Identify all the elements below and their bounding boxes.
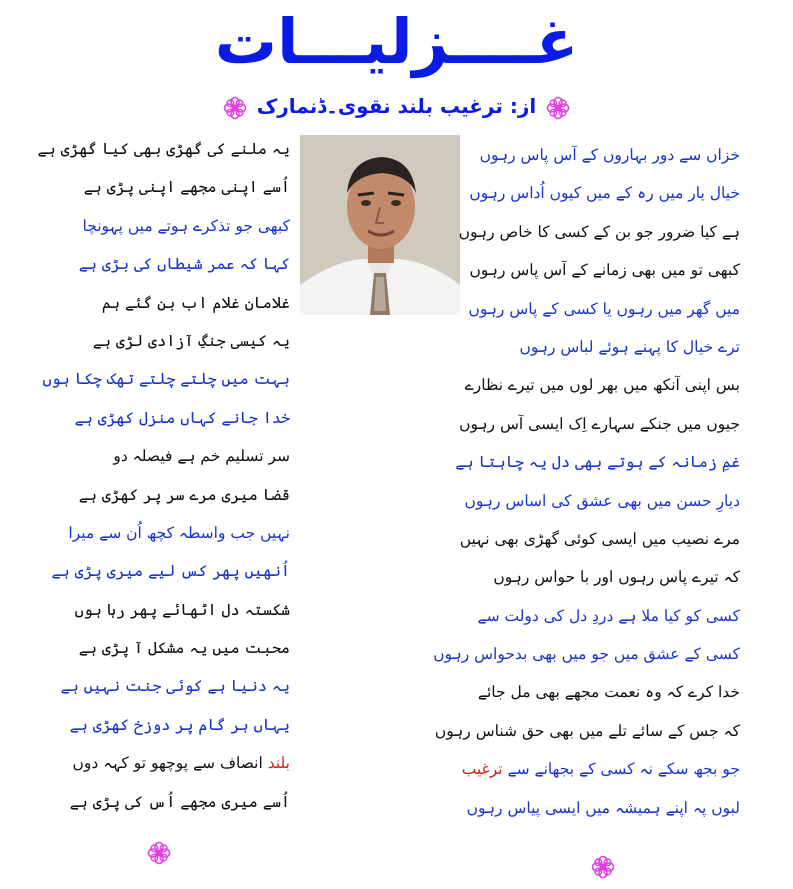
- verse-line: [434, 712, 740, 750]
- author-line: از: ترغیب بلند نقوی۔ڈنمارک: [256, 94, 537, 118]
- verse-text: خیال یار میں رہ کے میں کیوں اُداس رہوں: [469, 184, 740, 203]
- verse-line: [46, 783, 290, 821]
- verse-line: [46, 168, 290, 206]
- verse-line: [470, 597, 740, 635]
- takhallus: ترغیب: [461, 760, 503, 779]
- verse-text: یہ کیسی جنگِ آزادی لڑی ہے: [92, 331, 290, 350]
- verse-text: اُسے اپنی مجھے اپنی پڑی ہے: [83, 178, 290, 197]
- verse-line: [466, 789, 740, 827]
- verse-text: کہ تیرے پاس رہوں اور با حواس رہوں: [493, 568, 740, 587]
- verse-text: جیوں میں جنکے سہارے اِک ایسی آس رہوں: [459, 414, 740, 433]
- takhallus: بلند: [267, 754, 290, 773]
- verse-line: [37, 130, 290, 168]
- verse-line: [470, 328, 740, 366]
- verse-line: [46, 629, 290, 667]
- verse-text: بس اپنی آنکھ میں بھر لوں میں تیرے نظارے: [464, 376, 740, 395]
- verse-line: [46, 245, 290, 283]
- verse-text: ہے کیا ضرور جو بن کے کسی کا خاص رہوں: [458, 222, 740, 241]
- verse-line: [459, 405, 740, 443]
- flower-ornament-icon: [148, 842, 170, 864]
- flower-ornament-icon: [592, 856, 614, 878]
- verse-text: اُسے میری مجھے اُس کی پڑی ہے: [69, 792, 290, 811]
- verse-text: قضا میری مرے سر پر کھڑی ہے: [78, 485, 290, 504]
- verse-line: [46, 552, 290, 590]
- verse-line: [46, 437, 290, 475]
- verse-text: شکستہ دل اٹھائے پھر رہا ہوں: [74, 600, 290, 619]
- verse-text: غلامانِ غلام اب بن گئے ہم: [101, 293, 290, 312]
- verse-text: غمِ زمانہ کے ہوتے بھی دل یہ چاہتا ہے: [455, 453, 740, 472]
- verse-line: [459, 520, 740, 558]
- verse-text: میں گھر میں رہوں یا کسی کے پاس رہوں: [468, 299, 740, 318]
- verse-text: کسی کے عشق میں جو میں بھی بدحواس رہوں: [433, 645, 740, 664]
- verse-text: لبوں پہ اپنے ہمیشہ میں ایسی پیاس رہوں: [466, 798, 740, 817]
- verse-line: [470, 673, 740, 711]
- verse-line: [461, 750, 740, 788]
- verse-text: سر تسلیم خم ہے فیصلہ دو: [113, 447, 290, 466]
- verse-line: [470, 251, 740, 289]
- poet-portrait: [300, 135, 460, 315]
- verse-text: محبت میں یہ مشکل آ پڑی ہے: [78, 639, 290, 658]
- verse-line: [46, 514, 290, 552]
- verse-text: دیارِ حسن میں بھی عشق کی اساس رہوں: [464, 491, 740, 510]
- verse-line: [433, 635, 740, 673]
- flower-ornament-icon: [547, 97, 569, 119]
- page-title: غــــزلیـــات: [214, 5, 579, 78]
- verse-line: [46, 667, 290, 705]
- ghazal-left: [37, 130, 290, 821]
- verse-line: [46, 706, 290, 744]
- verse-line: [46, 591, 290, 629]
- verse-line: [464, 366, 740, 404]
- verse-text: کہا کہ عمر شیطاں کی بڑی ہے: [78, 255, 290, 274]
- verse-text: یہاں ہر گام پر دوزخ کھڑی ہے: [69, 715, 290, 734]
- verse-text: نہیں جب واسطہ کچھ اُن سے میرا: [68, 523, 290, 542]
- verse-text: کبھی جو تذکرے ہوتے میں پہونچا: [82, 216, 290, 235]
- verse-text: یہ ملنے کی گھڑی بھی کیا گھڑی ہے: [37, 140, 290, 158]
- verse-text: کہ جس کے سائے تلے میں بھی حق شناس رہوں: [434, 721, 740, 740]
- verse-line: [470, 558, 740, 596]
- verse-line: [470, 136, 740, 174]
- verse-line: [470, 290, 740, 328]
- verse-text: کسی کو کیا ملا ہے دردِ دل کی دولت سے: [477, 606, 740, 625]
- flower-ornament-icon: [224, 97, 246, 119]
- verse-line: [455, 443, 740, 481]
- verse-text: اُنھیں پھر کس لیے میری پڑی ہے: [51, 562, 290, 581]
- verse-line: [46, 322, 290, 360]
- verse-text: خزاں سے دور بہاروں کے آس پاس رہوں: [479, 146, 740, 164]
- verse-line: [46, 399, 290, 437]
- verse-line: [46, 476, 290, 514]
- verse-text: خدا کرے کہ وہ نعمت مجھے بھی مل جائے: [477, 683, 740, 702]
- verse-line: [46, 207, 290, 245]
- verse-text: جو بجھ سکے نہ کسی کے بجھانے سے: [502, 760, 740, 779]
- verse-line: [46, 744, 290, 782]
- ghazal-right: [433, 136, 740, 827]
- verse-text: ترے خیال کا پہنے ہوئے لباس رہوں: [519, 337, 740, 356]
- byline: [0, 92, 793, 120]
- verse-line: [470, 174, 740, 212]
- verse-text: انصاف سے پوچھو تو کہہ دوں: [72, 754, 268, 773]
- verse-text: خدا جانے کہاں منزل کھڑی ہے: [74, 408, 290, 427]
- verse-text: کبھی تو میں بھی زمانے کے آس پاس رہوں: [469, 261, 740, 280]
- verse-line: [464, 482, 740, 520]
- verse-line: [458, 213, 740, 251]
- verse-text: بہت میں چلتے چلتے تھک چکا ہوں: [42, 370, 290, 389]
- verse-line: [46, 284, 290, 322]
- verse-text: یہ دنیا ہے کوئی جنت نہیں ہے: [60, 677, 290, 696]
- verse-line: [42, 360, 290, 398]
- verse-text: مرے نصیب میں ایسی کوئی گھڑی بھی نہیں: [459, 529, 740, 548]
